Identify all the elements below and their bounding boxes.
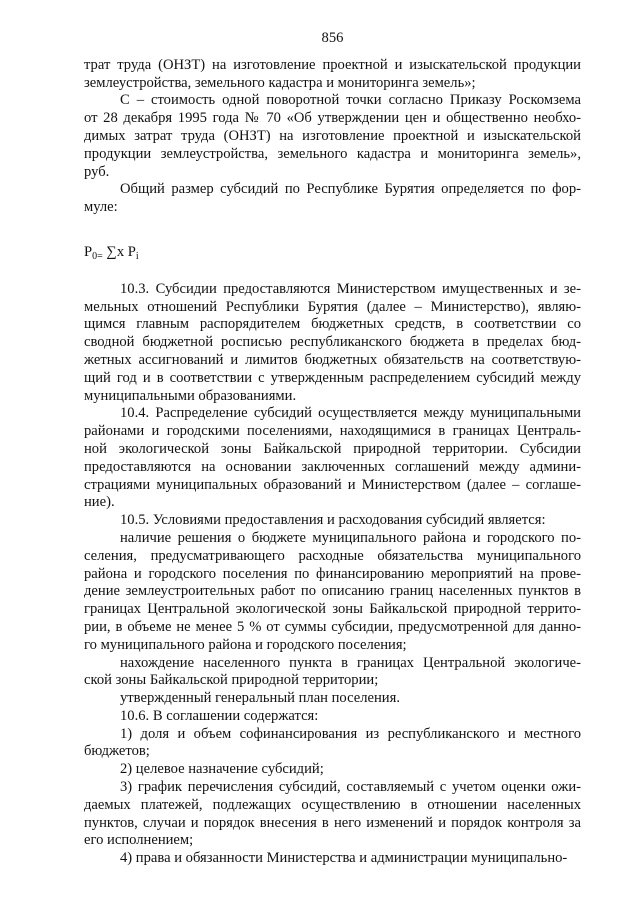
formula-lhs: P <box>84 243 93 260</box>
formula-equals: = <box>97 250 103 262</box>
text-line: мельных отношений Республики Бурятия (далее – Министерство), являю- <box>84 298 581 315</box>
text-line: 10.6. В соглашении содержатся: <box>120 707 319 724</box>
text-line: продукции землеустройства, земельного кадастра и мониторинга земель», <box>84 145 581 162</box>
text-line: утвержденный генеральный план поселения. <box>120 690 400 707</box>
text-line: страциями муниципальных образований и Министерством (далее – соглаше- <box>84 476 581 493</box>
text-line: района и городского поселения по финансированию мероприятий на прове- <box>84 565 581 582</box>
text-line: районами и городскими поселениями, находящимися в границах Централь- <box>84 423 581 440</box>
text-line: трат труда (ОНЗТ) на изготовление проектной и изыскательской продукции <box>84 56 581 73</box>
text-line: границах Центральной экологической зоны Байкальской природной террито- <box>84 601 581 618</box>
text-line: муниципальными образованиями. <box>84 387 297 404</box>
text-line: селения, предусматривающего расходные обязательства муниципального <box>84 547 581 564</box>
text-line: Общий размер субсидий по Республике Бурятия определяется по фор- <box>120 181 581 198</box>
text-line: бюджетов; <box>84 743 150 760</box>
text-line: щимся главным распорядителем бюджетных средств, в соответствии со <box>84 316 581 333</box>
text-line: ской зоны Байкальской природной территории; <box>84 672 379 689</box>
text-line: муле: <box>84 199 118 216</box>
text-line: пунктов, случаи и порядок внесения в него изменений и порядок контроля за <box>84 814 581 831</box>
text-line: димых затрат труда (ОНЗТ) на изготовление проектной и изыскательской <box>84 127 581 144</box>
text-line: дение землеустроительных работ по описанию границ населенных пунктов в <box>84 583 581 600</box>
text-line: 1) доля и объем софинансирования из республиканского и местного <box>120 725 581 742</box>
text-line: наличие решения о бюджете муниципального района и городского по- <box>120 529 581 546</box>
text-line: щий год и в соответствии с утвержденным распределением субсидий между <box>84 369 581 386</box>
text-line: руб. <box>84 163 110 180</box>
text-line: сводной бюджетной росписью республиканского бюджета в пределах бюд- <box>84 334 581 351</box>
text-line: 2) целевое назначение субсидий; <box>120 761 324 778</box>
text-line: 3) график перечисления субсидий, составляемый с учетом оценки ожи- <box>120 779 581 796</box>
formula <box>84 244 581 262</box>
text-line: его исполнением; <box>84 832 194 849</box>
text-line: рии, в объеме не менее 5 % от суммы субсидии, предусмотренной для данно- <box>84 618 581 635</box>
paragraph-list-before <box>84 57 581 217</box>
text-line: С – стоимость одной поворотной точки согласно Приказу Роскомзема <box>120 92 581 109</box>
text-line: от 28 декабря 1995 года № 70 «Об утверждении цен и общественно необхо- <box>84 110 581 127</box>
text-line: 4) права и обязанности Министерства и администрации муниципально- <box>120 850 568 867</box>
text-line: даемых платежей, подлежащих осуществлению в отношении населенных <box>84 796 581 813</box>
text-line: ной экологической зоны Байкальской природной территории. Субсидии <box>84 440 581 457</box>
text-line: землеустройства, земельного кадастра и мониторинга земель»; <box>84 74 476 91</box>
text-line: 10.3. Субсидии предоставляются Министерством имущественных и зе- <box>120 280 581 297</box>
formula-rhs-subscript: i <box>135 250 139 262</box>
formula-lhs-subscript: 0 <box>92 250 98 262</box>
paragraph-list-after <box>84 281 581 868</box>
formula-rhs: ∑x P <box>102 243 136 260</box>
page-number: 856 <box>321 30 344 46</box>
text-line: 10.5. Условиями предоставления и расходования субсидий является: <box>120 512 546 529</box>
text-line: 10.4. Распределение субсидий осуществляется между муниципальными <box>120 405 581 422</box>
text-line: предоставляются на основании заключенных соглашений между админи- <box>84 458 581 475</box>
text-line: жетных ассигнований и лимитов бюджетных обязательств на соответствую- <box>84 351 581 368</box>
document-page <box>84 30 581 868</box>
text-line: ние). <box>84 494 115 511</box>
text-line: го муниципального района и городского поселения; <box>84 636 407 653</box>
text-line: нахождение населенного пункта в границах Центральной экологиче- <box>120 654 581 671</box>
